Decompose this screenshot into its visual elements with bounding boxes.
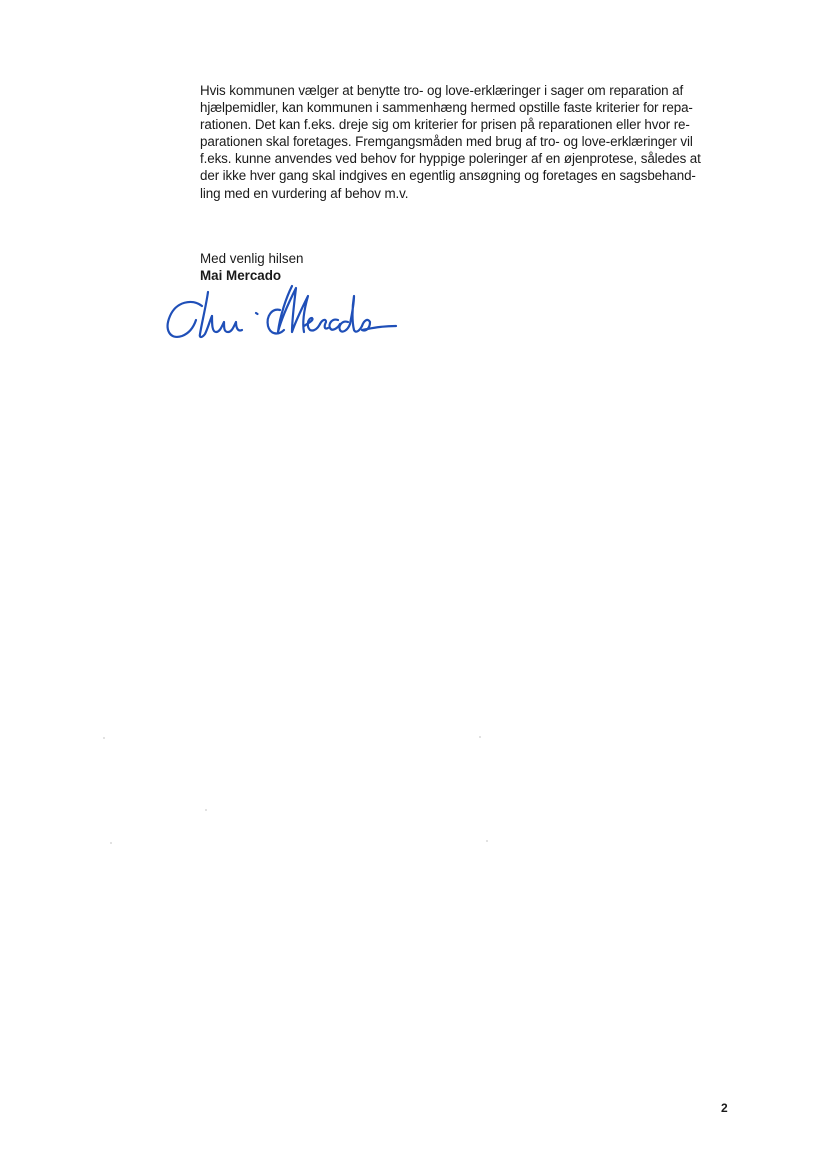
handwritten-signature [162, 276, 398, 352]
closing-greeting: Med venlig hilsen [200, 251, 304, 266]
paragraph-line: hjælpemidler, kan kommunen i sammenhæng hermed opstille faste kriterier for repa- [200, 100, 693, 116]
page-number: 2 [721, 1101, 728, 1115]
letter-paragraph [200, 82, 735, 202]
scan-speck [486, 840, 488, 842]
scan-speck [103, 737, 105, 739]
scan-speck [110, 842, 112, 844]
sender-name: Mai Mercado [200, 268, 282, 284]
scan-speck [479, 736, 481, 738]
paragraph-line: rationen. Det kan f.eks. dreje sig om kriterier for prisen på reparationen eller hvor re- [200, 117, 690, 133]
scan-speck [205, 809, 207, 811]
paragraph-line: f.eks. kunne anvendes ved behov for hyppige poleringer af en øjenprotese, således at [200, 151, 701, 167]
paragraph-line: parationen skal foretages. Fremgangsmåden med brug af tro- og love-erklæringer vil [200, 134, 693, 150]
paragraph-line: Hvis kommunen vælger at benytte tro- og love-erklæringer i sager om reparation af [200, 83, 684, 98]
paragraph-line: ling med en vurdering af behov m.v. [200, 185, 409, 201]
paragraph-line: der ikke hver gang skal indgives en egentlig ansøgning og foretages en sagsbehand- [200, 168, 696, 184]
